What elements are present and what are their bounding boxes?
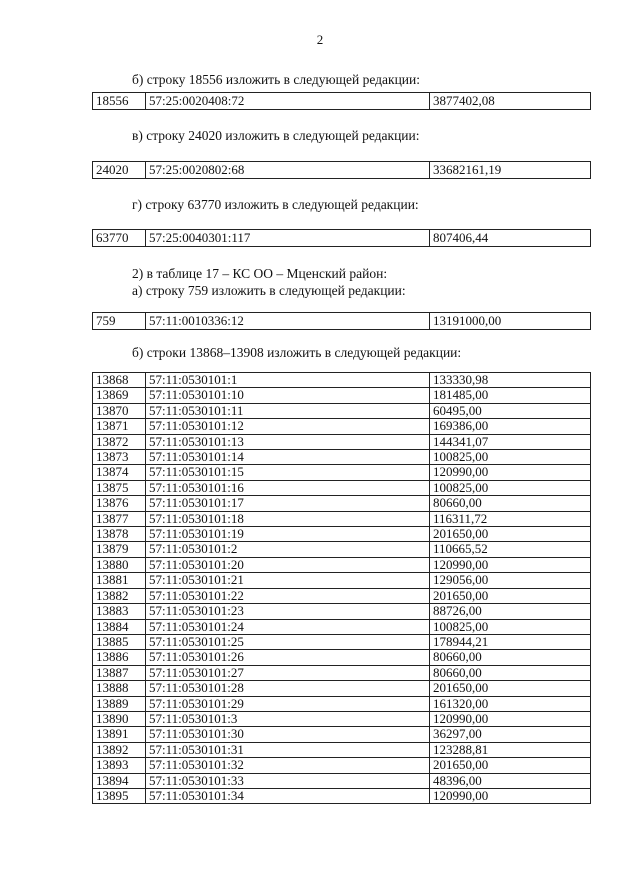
value-cell: 120990,00 — [430, 465, 591, 480]
row-number-cell: 13880 — [93, 557, 146, 572]
value-cell: 123288,81 — [430, 742, 591, 757]
row-number-cell: 13878 — [93, 527, 146, 542]
table-row — [93, 773, 591, 788]
cadastral-number-cell: 57:11:0530101:33 — [146, 773, 430, 788]
value-cell: 161320,00 — [430, 696, 591, 711]
value-cell: 3877402,08 — [430, 93, 591, 110]
instruction-row-24020: в) строку 24020 изложить в следующей редакции: — [132, 128, 420, 143]
row-number-cell: 759 — [93, 313, 146, 330]
cadastral-number-cell: 57:25:0020802:68 — [146, 162, 430, 179]
row-number-cell: 13876 — [93, 496, 146, 511]
cadastral-number-cell: 57:11:0530101:29 — [146, 696, 430, 711]
table-row — [93, 588, 591, 603]
table-row — [93, 665, 591, 680]
table-row — [93, 557, 591, 572]
cadastral-number-cell: 57:11:0530101:11 — [146, 403, 430, 418]
row-number-cell: 13877 — [93, 511, 146, 526]
table-row — [93, 434, 591, 449]
table-row — [93, 230, 591, 247]
row-number-cell: 13868 — [93, 373, 146, 388]
cadastral-number-cell: 57:11:0530101:14 — [146, 450, 430, 465]
cadastral-number-cell: 57:11:0530101:32 — [146, 758, 430, 773]
row-number-cell: 63770 — [93, 230, 146, 247]
table-row-759 — [92, 312, 591, 330]
value-cell: 178944,21 — [430, 634, 591, 649]
cadastral-number-cell: 57:11:0530101:24 — [146, 619, 430, 634]
value-cell: 60495,00 — [430, 403, 591, 418]
cadastral-number-cell: 57:11:0530101:26 — [146, 650, 430, 665]
row-number-cell: 13870 — [93, 403, 146, 418]
table-row-63770 — [92, 229, 591, 247]
cadastral-number-cell: 57:11:0530101:22 — [146, 588, 430, 603]
table-row — [93, 419, 591, 434]
value-cell: 129056,00 — [430, 573, 591, 588]
value-cell: 120990,00 — [430, 711, 591, 726]
row-number-cell: 13890 — [93, 711, 146, 726]
row-number-cell: 13888 — [93, 681, 146, 696]
row-number-cell: 13889 — [93, 696, 146, 711]
value-cell: 80660,00 — [430, 496, 591, 511]
table-row — [93, 313, 591, 330]
value-cell: 144341,07 — [430, 434, 591, 449]
value-cell: 88726,00 — [430, 604, 591, 619]
row-number-cell: 13871 — [93, 419, 146, 434]
cadastral-number-cell: 57:25:0020408:72 — [146, 93, 430, 110]
row-number-cell: 13882 — [93, 588, 146, 603]
row-number-cell: 18556 — [93, 93, 146, 110]
value-cell: 201650,00 — [430, 588, 591, 603]
row-number-cell: 13881 — [93, 573, 146, 588]
cadastral-number-cell: 57:11:0530101:25 — [146, 634, 430, 649]
cadastral-number-cell: 57:11:0530101:34 — [146, 788, 430, 803]
table-row — [93, 511, 591, 526]
instruction-table-17: 2) в таблице 17 – КС ОО – Мценский район: — [132, 266, 388, 281]
cadastral-number-cell: 57:11:0530101:18 — [146, 511, 430, 526]
value-cell: 133330,98 — [430, 373, 591, 388]
value-cell: 120990,00 — [430, 557, 591, 572]
cadastral-number-cell: 57:11:0530101:15 — [146, 465, 430, 480]
row-number-cell: 13883 — [93, 604, 146, 619]
cadastral-number-cell: 57:11:0530101:17 — [146, 496, 430, 511]
table-row — [93, 527, 591, 542]
value-cell: 201650,00 — [430, 527, 591, 542]
table-row — [93, 619, 591, 634]
value-cell: 80660,00 — [430, 665, 591, 680]
cadastral-number-cell: 57:25:0040301:117 — [146, 230, 430, 247]
table-row — [93, 634, 591, 649]
instruction-row-63770: г) строку 63770 изложить в следующей редакции: — [132, 197, 419, 212]
value-cell: 48396,00 — [430, 773, 591, 788]
value-cell: 80660,00 — [430, 650, 591, 665]
cadastral-number-cell: 57:11:0530101:28 — [146, 681, 430, 696]
cadastral-number-cell: 57:11:0530101:10 — [146, 388, 430, 403]
value-cell: 36297,00 — [430, 727, 591, 742]
value-cell: 100825,00 — [430, 619, 591, 634]
cadastral-number-cell: 57:11:0530101:21 — [146, 573, 430, 588]
row-number-cell: 13886 — [93, 650, 146, 665]
table-row — [93, 573, 591, 588]
cadastral-number-cell: 57:11:0530101:2 — [146, 542, 430, 557]
row-number-cell: 13874 — [93, 465, 146, 480]
row-number-cell: 13892 — [93, 742, 146, 757]
table-row — [93, 727, 591, 742]
row-number-cell: 13885 — [93, 634, 146, 649]
page-number: 2 — [316, 32, 324, 47]
instruction-row-18556: б) строку 18556 изложить в следующей редакции: — [132, 72, 420, 87]
table-row — [93, 162, 591, 179]
value-cell: 120990,00 — [430, 788, 591, 803]
cadastral-number-cell: 57:11:0530101:3 — [146, 711, 430, 726]
table-row — [93, 450, 591, 465]
row-number-cell: 13873 — [93, 450, 146, 465]
value-cell: 169386,00 — [430, 419, 591, 434]
table-row — [93, 480, 591, 495]
row-number-cell: 13887 — [93, 665, 146, 680]
table-row — [93, 496, 591, 511]
table-row — [93, 403, 591, 418]
cadastral-number-cell: 57:11:0530101:30 — [146, 727, 430, 742]
value-cell: 100825,00 — [430, 480, 591, 495]
cadastral-number-cell: 57:11:0530101:12 — [146, 419, 430, 434]
row-number-cell: 13894 — [93, 773, 146, 788]
row-number-cell: 13893 — [93, 758, 146, 773]
instruction-row-759: а) строку 759 изложить в следующей редакции: — [132, 283, 406, 298]
row-number-cell: 13869 — [93, 388, 146, 403]
row-number-cell: 13875 — [93, 480, 146, 495]
table-row — [93, 373, 591, 388]
table-row-18556 — [92, 92, 591, 110]
value-cell: 181485,00 — [430, 388, 591, 403]
table-row — [93, 465, 591, 480]
cadastral-number-cell: 57:11:0530101:20 — [146, 557, 430, 572]
value-cell: 100825,00 — [430, 450, 591, 465]
value-cell: 110665,52 — [430, 542, 591, 557]
table-row — [93, 388, 591, 403]
table-row — [93, 758, 591, 773]
instruction-rows-13868-13908: б) строки 13868–13908 изложить в следующей редакции: — [132, 345, 462, 360]
cadastral-number-cell: 57:11:0530101:1 — [146, 373, 430, 388]
table-row — [93, 696, 591, 711]
table-row — [93, 788, 591, 803]
value-cell: 13191000,00 — [430, 313, 591, 330]
cadastral-number-cell: 57:11:0530101:19 — [146, 527, 430, 542]
row-number-cell: 13879 — [93, 542, 146, 557]
table-row — [93, 542, 591, 557]
cadastral-number-cell: 57:11:0010336:12 — [146, 313, 430, 330]
cadastral-number-cell: 57:11:0530101:31 — [146, 742, 430, 757]
table-row — [93, 681, 591, 696]
cadastral-number-cell: 57:11:0530101:23 — [146, 604, 430, 619]
row-number-cell: 13895 — [93, 788, 146, 803]
row-number-cell: 13872 — [93, 434, 146, 449]
cadastral-number-cell: 57:11:0530101:16 — [146, 480, 430, 495]
value-cell: 201650,00 — [430, 758, 591, 773]
table-row-24020 — [92, 161, 591, 179]
row-number-cell: 13891 — [93, 727, 146, 742]
table-rows-13868-13908 — [92, 372, 591, 804]
value-cell: 33682161,19 — [430, 162, 591, 179]
cadastral-number-cell: 57:11:0530101:13 — [146, 434, 430, 449]
table-row — [93, 604, 591, 619]
row-number-cell: 13884 — [93, 619, 146, 634]
value-cell: 116311,72 — [430, 511, 591, 526]
table-row — [93, 742, 591, 757]
table-row — [93, 711, 591, 726]
row-number-cell: 24020 — [93, 162, 146, 179]
table-row — [93, 93, 591, 110]
cadastral-number-cell: 57:11:0530101:27 — [146, 665, 430, 680]
table-row — [93, 650, 591, 665]
value-cell: 807406,44 — [430, 230, 591, 247]
value-cell: 201650,00 — [430, 681, 591, 696]
